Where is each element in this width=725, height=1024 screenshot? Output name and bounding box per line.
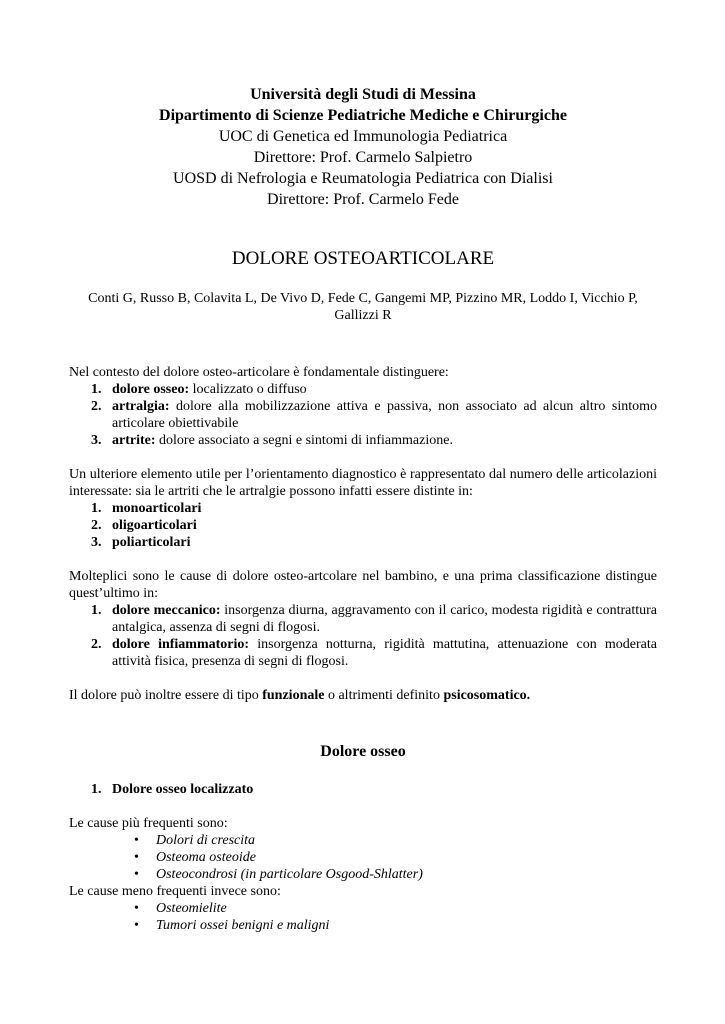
list-term: artralgia: xyxy=(112,399,170,414)
list-term: oligoarticolari xyxy=(112,518,197,533)
section1-list xyxy=(69,381,657,449)
subsection-title: Dolore osseo localizzato xyxy=(112,782,254,797)
list-item xyxy=(69,781,657,798)
list-item xyxy=(69,636,657,670)
list-item xyxy=(69,432,657,449)
bullet-icon: • xyxy=(134,850,139,865)
list-number: 1. xyxy=(91,782,102,797)
section4-pre: Il dolore può inoltre essere di tipo xyxy=(69,688,263,703)
list-text: dolore alla mobilizzazione attiva e passiva, non associato ad alcun altro sintomo articolare obiettivabile xyxy=(112,399,657,431)
list-number: 2. xyxy=(91,637,102,652)
list-number: 3. xyxy=(91,433,102,448)
section4-paragraph xyxy=(69,687,657,704)
department-name: Dipartimento di Scienze Pediatriche Mediche e Chirurgiche xyxy=(159,107,567,124)
list-term: monoarticolari xyxy=(112,501,202,516)
list-item xyxy=(69,832,657,849)
director-nephrology: Direttore: Prof. Carmelo Fede xyxy=(267,191,459,208)
cause-text: Tumori ossei benigni e maligni xyxy=(156,918,330,933)
less-frequent-causes-list xyxy=(69,900,657,934)
section4-term-psychosomatic: psicosomatico. xyxy=(443,688,531,703)
director-genetics: Direttore: Prof. Carmelo Salpietro xyxy=(253,149,473,166)
frequent-causes-list xyxy=(69,832,657,883)
university-name: Università degli Studi di Messina xyxy=(250,86,476,103)
bullet-icon: • xyxy=(134,867,139,882)
bullet-icon: • xyxy=(134,918,139,933)
list-item xyxy=(69,500,657,517)
cause-text: Osteomielite xyxy=(156,901,227,916)
document-title: DOLORE OSTEOARTICOLARE xyxy=(231,248,495,269)
list-text: insorgenza diurna, aggravamento con il carico, modesta rigidità e contrattura antalgica, assenza di segni di flogosi. xyxy=(112,603,657,635)
cause-text: Osteocondrosi (in particolare Osgood-Shlatter) xyxy=(156,867,423,882)
list-term: dolore meccanico: xyxy=(112,603,221,618)
list-item xyxy=(69,534,657,551)
authors-line: Conti G, Russo B, Colavita L, De Vivo D, Fede C, Gangemi MP, Pizzino MR, Loddo I, Vicchio P, Gallizzi R xyxy=(88,291,638,323)
list-number: 3. xyxy=(91,535,102,550)
list-item xyxy=(69,917,657,934)
list-item xyxy=(69,849,657,866)
section3-intro: Molteplici sono le cause di dolore osteo-artcolare nel bambino, e una prima classificazione distingue quest’ultimo in: xyxy=(69,569,657,601)
section1-intro: Nel contesto del dolore osteo-articolare è fondamentale distinguere: xyxy=(69,365,449,380)
document-header xyxy=(69,84,657,210)
section3-list xyxy=(69,602,657,670)
list-term: dolore osseo: xyxy=(112,382,190,397)
list-term: artrite: xyxy=(112,433,156,448)
section4-term-functional: funzionale xyxy=(262,688,325,703)
cause-text: Dolori di crescita xyxy=(156,833,256,848)
list-number: 1. xyxy=(91,603,102,618)
list-item xyxy=(69,900,657,917)
list-term: dolore infiammatorio: xyxy=(112,637,250,652)
list-number: 2. xyxy=(91,518,102,533)
list-number: 1. xyxy=(91,501,102,516)
list-term: poliarticolari xyxy=(112,535,191,550)
document-page xyxy=(69,84,657,934)
bullet-icon: • xyxy=(134,901,139,916)
section4-mid: o altrimenti definito xyxy=(324,688,444,703)
section2-intro: Un ulteriore elemento utile per l’orientamento diagnostico è rappresentato dal numero delle articolazioni interessate: sia le artriti che le artralgie possono infatti essere distinte in: xyxy=(69,467,657,499)
list-number: 2. xyxy=(91,399,102,414)
list-number: 1. xyxy=(91,382,102,397)
section2-list xyxy=(69,500,657,551)
unit-nephrology: UOSD di Nefrologia e Reumatologia Pediatrica con Dialisi xyxy=(173,170,553,187)
list-item xyxy=(69,517,657,534)
less-frequent-causes-label: Le cause meno frequenti invece sono: xyxy=(69,884,281,899)
unit-genetics: UOC di Genetica ed Immunologia Pediatrica xyxy=(218,128,508,145)
list-item xyxy=(69,398,657,432)
bullet-icon: • xyxy=(134,833,139,848)
cause-text: Osteoma osteoide xyxy=(156,850,256,865)
section-heading-dolore-osseo: Dolore osseo xyxy=(320,743,406,760)
dolore-osseo-sublist xyxy=(69,781,657,798)
list-item xyxy=(69,381,657,398)
list-item xyxy=(69,602,657,636)
list-text: insorgenza notturna, rigidità mattutina, attenuazione con moderata attività fisica, presenza di segni di flogosi. xyxy=(112,637,657,669)
list-item xyxy=(69,866,657,883)
list-text: dolore associato a segni e sintomi di infiammazione. xyxy=(155,433,453,448)
list-text: localizzato o diffuso xyxy=(189,382,307,397)
frequent-causes-label: Le cause più frequenti sono: xyxy=(69,816,228,831)
